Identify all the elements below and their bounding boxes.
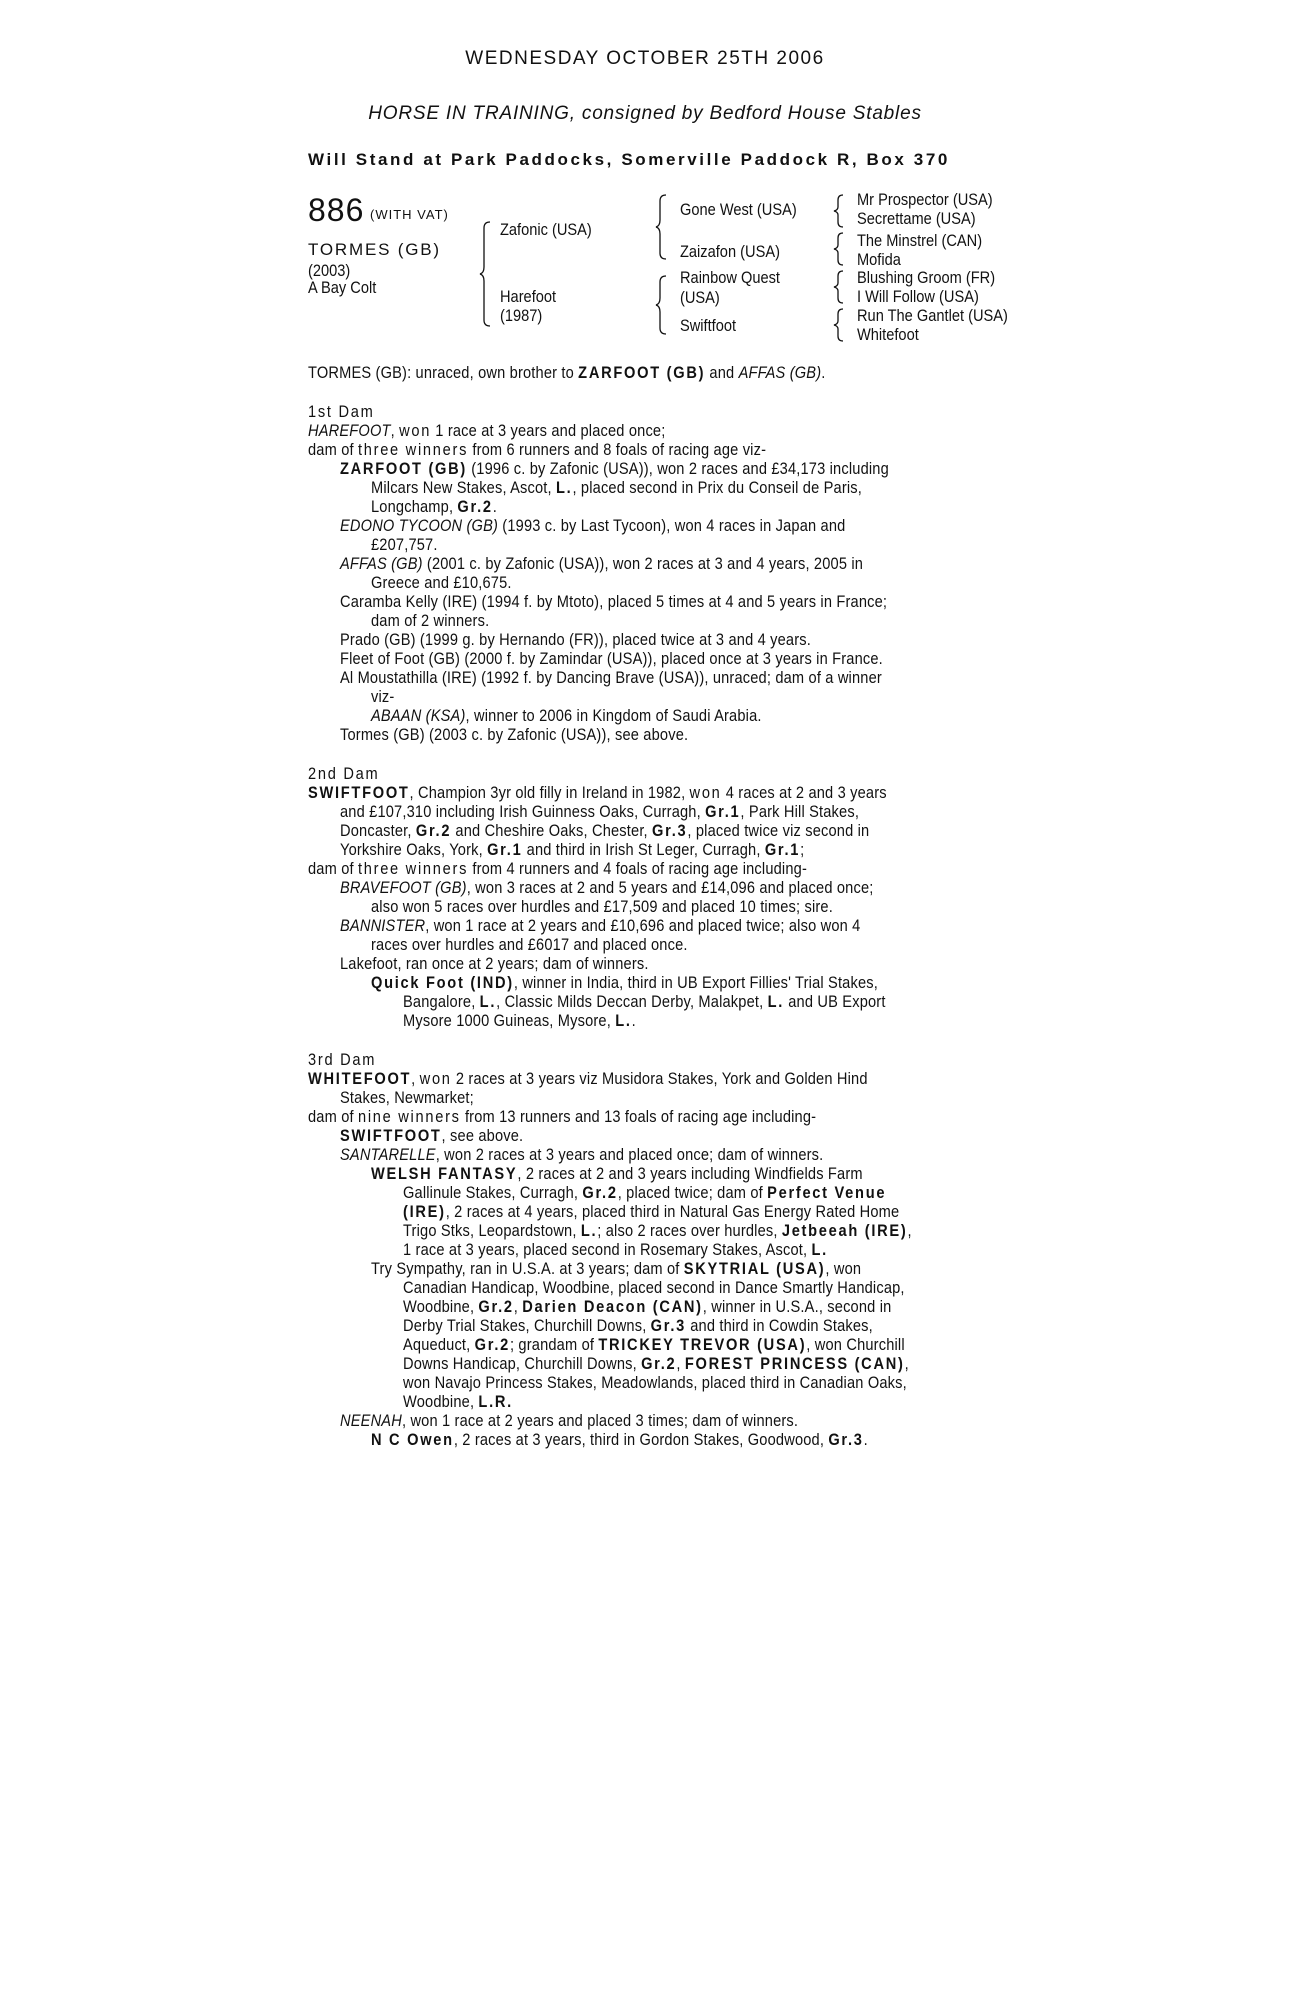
produce-entry-cont: races over hurdles and £6017 and placed once. (371, 935, 688, 954)
produce-entry-sub-cont: Trigo Stks, Leopardstown, L.; also 2 races over hurdles, Jetbeeah (IRE), (403, 1221, 912, 1240)
pedigree-sire-sire: Gone West (USA) (680, 200, 797, 219)
second-dam-line-cont: Yorkshire Oaks, York, Gr.1 and third in Irish St Leger, Curragh, Gr.1; (340, 840, 805, 859)
produce-entry-sub: N C Owen, 2 races at 3 years, third in Gordon Stakes, Goodwood, Gr.3. (371, 1430, 868, 1449)
pedigree-bracket-g2 (834, 231, 846, 267)
produce-entry-cont: dam of 2 winners. (371, 611, 490, 630)
pedigree-bracket-sire (656, 193, 670, 263)
pedigree-g2: Secrettame (USA) (857, 209, 976, 228)
produce-entry-cont: Milcars New Stakes, Ascot, L., placed second in Prix du Conseil de Paris, (371, 478, 863, 497)
pedigree-bracket-dam (656, 274, 670, 338)
pedigree-g3: The Minstrel (CAN) (857, 231, 983, 250)
produce-entry-cont: £207,757. (371, 535, 438, 554)
second-dam-line: SWIFTFOOT, Champion 3yr old filly in Ireland in 1982, won 4 races at 2 and 3 years (308, 783, 887, 802)
produce-entry-sub-cont: Derby Trial Stakes, Churchill Downs, Gr.3 and third in Cowdin Stakes, (403, 1316, 873, 1335)
produce-entry-sub-cont: Canadian Handicap, Woodbine, placed second in Dance Smartly Handicap, (403, 1278, 905, 1297)
stand-location: Will Stand at Park Paddocks, Somerville Paddock R, Box 370 (308, 150, 950, 169)
third-dam-line-cont: Stakes, Newmarket; (340, 1088, 474, 1107)
pedigree-g1: Mr Prospector (USA) (857, 190, 993, 209)
produce-entry-cont: also won 5 races over hurdles and £17,509 and placed 10 times; sire. (371, 897, 833, 916)
produce-entry-sub-cont: Gallinule Stakes, Curragh, Gr.2, placed twice; dam of Perfect Venue (403, 1183, 887, 1202)
pedigree-bracket-g4 (834, 307, 846, 343)
second-dam-line-cont: and £107,310 including Irish Guinness Oaks, Curragh, Gr.1, Park Hill Stakes, (340, 802, 860, 821)
produce-entry-sub-cont: Downs Handicap, Churchill Downs, Gr.2, FOREST PRINCESS (CAN), (403, 1354, 909, 1373)
produce-entry-sub-cont: (IRE), 2 races at 4 years, placed third in Natural Gas Energy Rated Home (403, 1202, 900, 1221)
second-dam-heading: 2nd Dam (308, 764, 380, 783)
sale-date: WEDNESDAY OCTOBER 25TH 2006 (465, 48, 825, 69)
pedigree-g5: Blushing Groom (FR) (857, 268, 996, 287)
lot-number: 886 (308, 192, 365, 228)
produce-entry: SANTARELLE, won 2 races at 3 years and placed once; dam of winners. (340, 1145, 824, 1164)
third-dam-heading: 3rd Dam (308, 1050, 377, 1069)
pedigree-bracket-main (480, 220, 494, 330)
produce-entry-sub-cont: Woodbine, Gr.2, Darien Deacon (CAN), winner in U.S.A., second in (403, 1297, 892, 1316)
third-dam-produce-line: dam of nine winners from 13 runners and 13 foals of racing age including- (308, 1107, 817, 1126)
produce-entry-sub: ABAAN (KSA), winner to 2006 in Kingdom of Saudi Arabia. (371, 706, 762, 725)
produce-entry-sub: Try Sympathy, ran in U.S.A. at 3 years; dam of SKYTRIAL (USA), won (371, 1259, 862, 1278)
produce-entry-sub-cont: 1 race at 3 years, placed second in Rosemary Stakes, Ascot, L. (403, 1240, 828, 1259)
pedigree-dam-sire: Rainbow Quest (680, 268, 780, 287)
pedigree-g4: Mofida (857, 250, 901, 269)
pedigree-g7: Run The Gantlet (USA) (857, 306, 1008, 325)
produce-entry: Caramba Kelly (IRE) (1994 f. by Mtoto), placed 5 times at 4 and 5 years in France; (340, 592, 888, 611)
produce-entry-cont: Longchamp, Gr.2. (371, 497, 498, 516)
produce-entry: Lakefoot, ran once at 2 years; dam of winners. (340, 954, 649, 973)
produce-entry: BANNISTER, won 1 race at 2 years and £10,696 and placed twice; also won 4 (340, 916, 861, 935)
produce-entry: Fleet of Foot (GB) (2000 f. by Zamindar (USA)), placed once at 3 years in France. (340, 649, 883, 668)
first-dam-heading: 1st Dam (308, 402, 375, 421)
produce-entry: AFFAS (GB) (2001 c. by Zafonic (USA)), won 2 races at 3 and 4 years, 2005 in (340, 554, 864, 573)
produce-entry: EDONO TYCOON (GB) (1993 c. by Last Tycoon), won 4 races in Japan and (340, 516, 846, 535)
produce-entry: ZARFOOT (GB) (1996 c. by Zafonic (USA)), won 2 races and £34,173 including (340, 459, 889, 478)
produce-entry: SWIFTFOOT, see above. (340, 1126, 524, 1145)
pedigree-dam-name: Harefoot (500, 287, 557, 306)
pedigree-bracket-g1 (834, 193, 846, 229)
produce-entry-sub: WELSH FANTASY, 2 races at 2 and 3 years including Windfields Farm (371, 1164, 863, 1183)
second-dam-line-cont: Doncaster, Gr.2 and Cheshire Oaks, Chester, Gr.3, placed twice viz second in (340, 821, 870, 840)
produce-entry-cont: Greece and £10,675. (371, 573, 512, 592)
horse-description: A Bay Colt (308, 278, 377, 297)
pedigree-g8: Whitefoot (857, 325, 919, 344)
first-dam-produce-line: dam of three winners from 6 runners and 8 foals of racing age viz- (308, 440, 767, 459)
produce-entry-sub-cont: Mysore 1000 Guineas, Mysore, L.. (403, 1011, 636, 1030)
produce-entry-sub: Quick Foot (IND), winner in India, third in UB Export Fillies' Trial Stakes, (371, 973, 878, 992)
produce-entry: Prado (GB) (1999 g. by Hernando (FR)), placed twice at 3 and 4 years. (340, 630, 811, 649)
pedigree-dam-year: (1987) (500, 306, 543, 325)
produce-entry: BRAVEFOOT (GB), won 3 races at 2 and 5 years and £14,096 and placed once; (340, 878, 874, 897)
produce-entry-sub-cont: Woodbine, L.R. (403, 1392, 513, 1411)
pedigree-bracket-g3 (834, 269, 846, 305)
pedigree-dam-dam: Swiftfoot (680, 316, 737, 335)
produce-entry: NEENAH, won 1 race at 2 years and placed 3 times; dam of winners. (340, 1411, 799, 1430)
produce-entry-sub-cont: won Navajo Princess Stakes, Meadowlands, placed third in Canadian Oaks, (403, 1373, 907, 1392)
second-dam-produce-line: dam of three winners from 4 runners and 4 foals of racing age including- (308, 859, 808, 878)
third-dam-line: WHITEFOOT, won 2 races at 3 years viz Musidora Stakes, York and Golden Hind (308, 1069, 868, 1088)
pedigree-sire: Zafonic (USA) (500, 220, 592, 239)
horse-name: TORMES (GB) (308, 240, 441, 259)
produce-entry: Tormes (GB) (2003 c. by Zafonic (USA)), see above. (340, 725, 689, 744)
foaling-year: (2003) (308, 261, 351, 280)
produce-entry: Al Moustathilla (IRE) (1992 f. by Dancing Brave (USA)), unraced; dam of a winner (340, 668, 882, 687)
first-dam-line: HAREFOOT, won 1 race at 3 years and placed once; (308, 421, 666, 440)
produce-entry-sub-cont: Bangalore, L., Classic Milds Deccan Derby, Malakpet, L. and UB Export (403, 992, 886, 1011)
consignment-line: HORSE IN TRAINING, consigned by Bedford House Stables (368, 103, 922, 124)
produce-entry-cont: viz- (371, 687, 395, 706)
summary-line: TORMES (GB): unraced, own brother to ZARFOOT (GB) and AFFAS (GB). (308, 363, 826, 382)
pedigree-sire-dam: Zaizafon (USA) (680, 242, 780, 261)
produce-entry-sub-cont: Aqueduct, Gr.2; grandam of TRICKEY TREVOR (USA), won Churchill (403, 1335, 905, 1354)
pedigree-g6: I Will Follow (USA) (857, 287, 979, 306)
pedigree-dam-sire-country: (USA) (680, 288, 720, 307)
vat-note: (WITH VAT) (370, 207, 449, 222)
